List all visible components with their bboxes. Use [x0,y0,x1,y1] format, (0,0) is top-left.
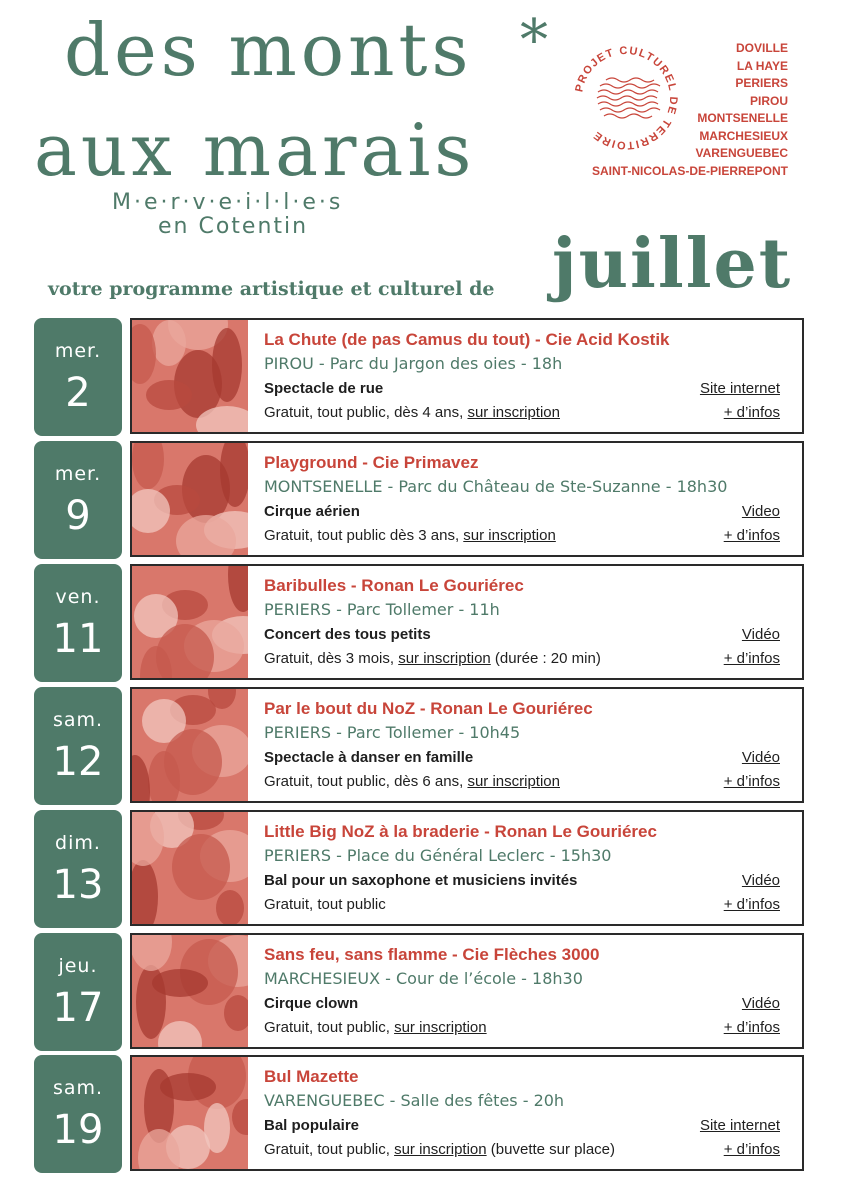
media-link[interactable]: Vidéo [741,749,780,766]
date-badge [34,810,122,928]
event-photo [132,935,248,1047]
inscription-link[interactable]: sur inscription [463,527,556,544]
svg-text:PROJET CULTUREL DE TERRITOIRE: PROJET CULTUREL DE TERRITOIRE [573,44,680,152]
event-location: PIROU - Parc du Jargon des oies - 18h [264,354,563,373]
day-of-week: ven. [55,586,101,608]
date-badge [34,564,122,682]
day-number: 11 [52,616,104,662]
day-number: 17 [52,985,104,1031]
event-info [264,443,780,555]
date-badge [34,933,122,1051]
event-photo [132,1057,248,1169]
month-title: juillet [552,224,793,304]
event-location: PERIERS - Parc Tollemer - 11h [264,600,500,619]
event-location: MARCHESIEUX - Cour de l’école - 18h30 [264,969,583,988]
event-card [130,933,804,1049]
day-number: 12 [52,739,104,785]
event-type: Spectacle de rue [264,380,384,397]
conditions-text: Gratuit, dès 3 mois, [264,650,399,667]
event-info [264,1057,780,1169]
more-info-link[interactable]: + d’infos [723,896,780,913]
event-title: Par le bout du NoZ - Ronan Le Gouriérec [264,699,593,718]
event-type: Bal pour un saxophone et musiciens invités [264,872,578,889]
event-photo [132,812,248,924]
event-title: Bul Mazette [264,1067,359,1086]
more-info-link[interactable]: + d’infos [723,773,780,790]
event-photo [132,443,248,555]
event-info [264,566,780,678]
event-type: Spectacle à danser en famille [264,749,474,766]
event-title: Playground - Cie Primavez [264,453,479,472]
media-link[interactable]: Vidéo [741,626,780,643]
event-row [34,318,804,436]
event-photo [132,320,248,432]
event-conditions [264,1019,487,1036]
village-name: PERIERS [735,76,788,90]
conditions-text: Gratuit, tout public, dès 4 ans, [264,404,468,421]
event-type: Concert des tous petits [264,626,431,643]
day-of-week: dim. [55,832,101,854]
day-number: 19 [52,1107,104,1153]
event-title: Sans feu, sans flamme - Cie Flèches 3000 [264,945,600,964]
event-info [264,689,780,801]
event-conditions [264,1141,615,1158]
more-info-link[interactable]: + d’infos [723,1019,780,1036]
conditions-text: Gratuit, tout public, [264,1141,395,1158]
event-row [34,1055,804,1173]
asterisk-mark: * [520,8,548,73]
event-info [264,320,780,432]
event-location: VARENGUEBEC - Salle des fêtes - 20h [264,1091,565,1110]
village-list [592,40,788,180]
subtitle-line-1: M·e·r·v·e·i·l·l·e·s [112,190,344,215]
event-conditions [264,650,601,667]
event-card [130,1055,804,1171]
inscription-link[interactable]: sur inscription [467,404,560,421]
inscription-link[interactable]: sur inscription [398,650,491,667]
event-row [34,687,804,805]
inscription-link[interactable]: sur inscription [394,1141,487,1158]
subtitle-line-2: en Cotentin [158,214,309,239]
more-info-link[interactable]: + d’infos [723,527,780,544]
conditions-note: (buvette sur place) [486,1141,616,1158]
date-badge [34,687,122,805]
more-info-link[interactable]: + d’infos [723,650,780,667]
media-link[interactable]: Site internet [699,380,780,397]
day-of-week: sam. [52,1077,104,1099]
event-type: Bal populaire [264,1117,360,1134]
media-link[interactable]: Vidéo [741,872,780,889]
tagline: votre programme artistique et culturel de [48,278,495,300]
more-info-link[interactable]: + d’infos [723,1141,780,1158]
event-location: MONTSENELLE - Parc du Château de Ste-Suzanne - 18h30 [264,477,728,496]
day-of-week: mer. [54,340,102,362]
media-link[interactable]: Site internet [699,1117,780,1134]
event-location: PERIERS - Parc Tollemer - 10h45 [264,723,521,742]
conditions-text: Gratuit, tout public dès 3 ans, [264,527,464,544]
event-card [130,441,804,557]
event-photo [132,566,248,678]
event-conditions [264,773,560,790]
day-number: 9 [65,493,91,539]
event-conditions [264,404,560,421]
inscription-link[interactable]: sur inscription [467,773,560,790]
event-location: PERIERS - Place du Général Leclerc - 15h30 [264,846,612,865]
title-line-1: des monts [64,8,473,92]
event-type: Cirque clown [264,995,359,1012]
village-name: VARENGUEBEC [695,146,788,160]
event-card [130,810,804,926]
conditions-text: Gratuit, tout public [264,896,386,913]
event-title: La Chute (de pas Camus du tout) - Cie Acid Kostik [264,330,670,349]
date-badge [34,441,122,559]
event-title: Little Big NoZ à la braderie - Ronan Le Gouriérec [264,822,657,841]
date-badge [34,1055,122,1173]
day-of-week: mer. [54,463,102,485]
village-name: DOVILLE [735,41,788,55]
village-name: LA HAYE [736,58,788,73]
event-conditions [264,527,556,544]
event-photo [132,689,248,801]
event-row [34,810,804,928]
event-row [34,441,804,559]
day-number: 2 [65,370,91,416]
village-name: MARCHESIEUX [699,128,788,143]
event-info [264,935,780,1047]
day-of-week: sam. [52,709,104,731]
event-title: Baribulles - Ronan Le Gouriérec [264,576,524,595]
date-badge [34,318,122,436]
day-of-week: jeu. [58,955,98,977]
media-link[interactable]: Video [741,503,780,520]
inscription-link[interactable]: sur inscription [394,1019,487,1036]
event-card [130,318,804,434]
village-name: PIROU [749,93,788,108]
conditions-text: Gratuit, tout public, [264,1019,395,1036]
village-name: SAINT-NICOLAS-DE-PIERREPONT [591,163,788,178]
event-row [34,933,804,1051]
event-info [264,812,780,924]
village-name: MONTSENELLE [697,111,788,125]
event-row [34,564,804,682]
event-card [130,687,804,803]
conditions-note: (durée : 20 min) [490,650,601,667]
title-line-2: aux marais [34,108,476,192]
media-link[interactable]: Vidéo [741,995,780,1012]
event-conditions [264,896,386,913]
conditions-text: Gratuit, tout public, dès 6 ans, [264,773,468,790]
more-info-link[interactable]: + d’infos [723,404,780,421]
event-card [130,564,804,680]
day-number: 13 [52,862,104,908]
event-type: Cirque aérien [264,503,360,520]
